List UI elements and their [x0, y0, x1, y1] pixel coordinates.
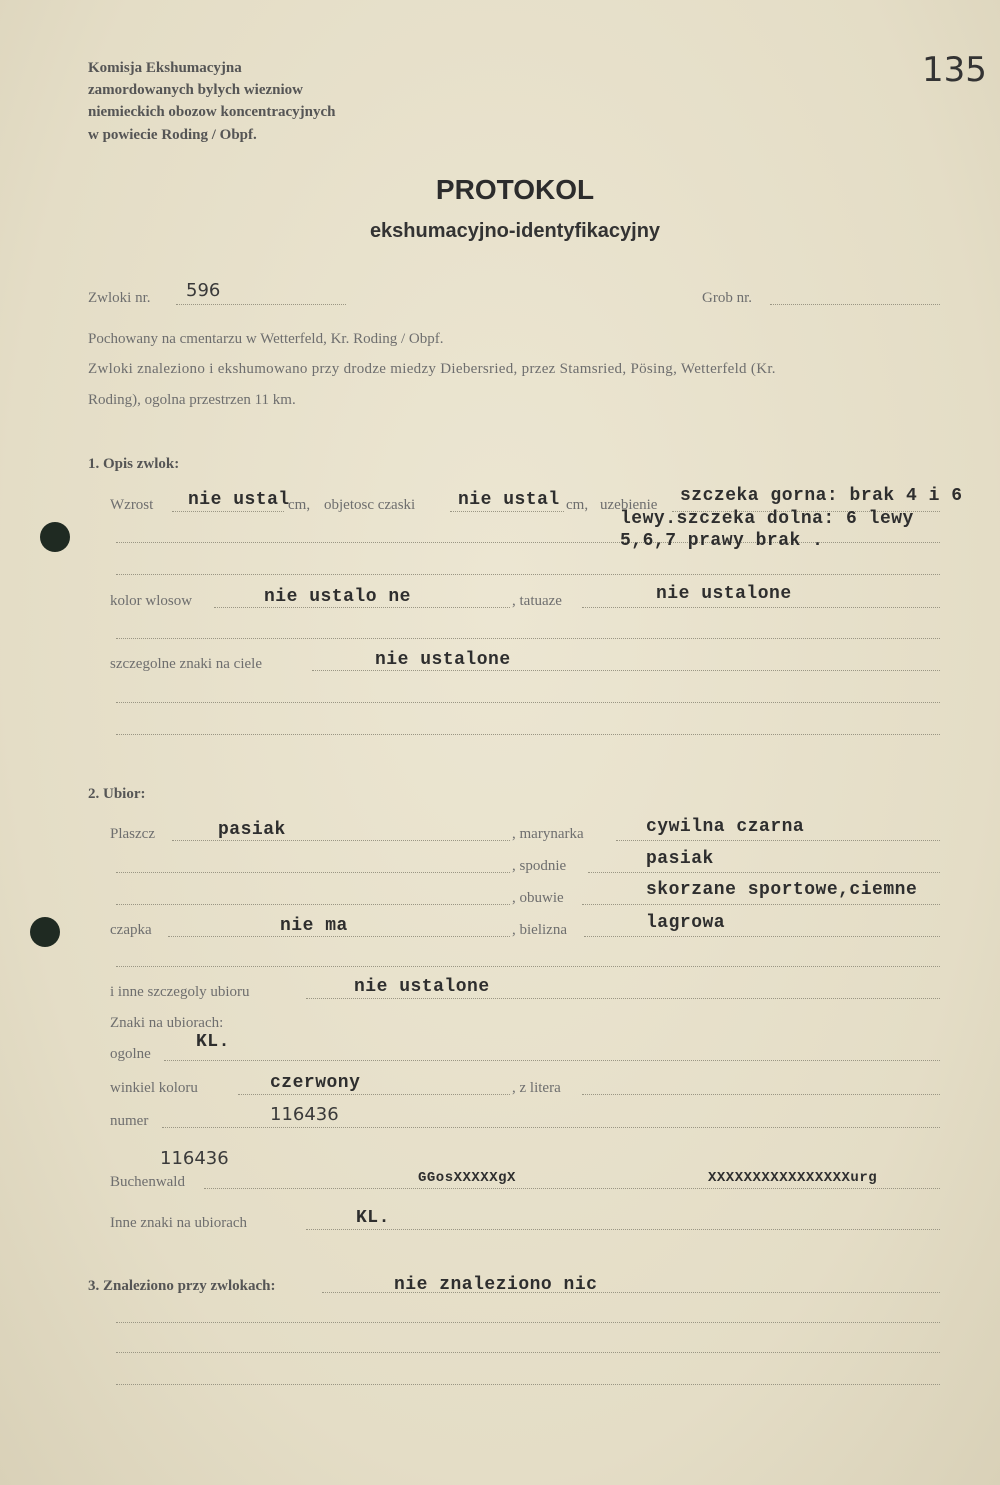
czapka-label: czapka [110, 922, 152, 938]
ogolne-label: ogolne [110, 1046, 151, 1062]
winkiel-value: czerwony [270, 1073, 361, 1093]
zwloki-label: Zwloki nr. [88, 290, 151, 306]
objetosc-label: objetosc czaski [324, 497, 416, 513]
section-3-value: nie znaleziono nic [394, 1275, 598, 1295]
crossed-out-camp-right: XXXXXXXXXXXXXXXXurg [708, 1170, 878, 1186]
section-3-heading: 3. Znaleziono przy zwlokach: [88, 1278, 276, 1294]
page-number: 135 [922, 50, 987, 90]
bielizna-label: , bielizna [512, 922, 567, 938]
buchenwald-number: 116436 [160, 1148, 229, 1169]
plaszcz-value: pasiak [218, 820, 286, 840]
spodnie-value: pasiak [646, 849, 714, 869]
zwloki-value: 596 [186, 280, 221, 301]
marynarka-value: cywilna czarna [646, 817, 805, 837]
document-subtitle: ekshumacyjno-identyfikacyjny [369, 220, 661, 242]
marynarka-label: , marynarka [512, 826, 584, 842]
punch-hole-top [40, 522, 70, 552]
inne-szczegoly-value: nie ustalone [354, 977, 490, 997]
section-1-heading: 1. Opis zwlok: [88, 456, 180, 472]
pochowany-text: Pochowany na cmentarzu w Wetterfeld, Kr. Roding / Obpf. [88, 331, 444, 347]
spodnie-label: , spodnie [512, 858, 567, 874]
cm-1: cm, [288, 497, 311, 513]
plaszcz-label: Plaszcz [110, 826, 155, 842]
czapka-value: nie ma [280, 916, 348, 936]
uzebienie-label: uzebienie [600, 497, 658, 513]
objetosc-value: nie ustal [458, 490, 560, 510]
tatuaze-label: , tatuaze [512, 593, 562, 609]
header-line-3: niemieckich obozow koncentracyjnych [88, 104, 336, 120]
crossed-out-camp: GGosXXXXXgX [418, 1170, 516, 1186]
cm-2: cm, [566, 497, 589, 513]
wzrost-label: Wzrost [110, 497, 154, 513]
header-line-4: w powiecie Roding / Obpf. [88, 127, 257, 143]
bielizna-value: lagrowa [646, 913, 726, 933]
header-line-2: zamordowanych bylych wiezniow [88, 82, 303, 98]
kolor-wlosow-label: kolor wlosow [110, 593, 193, 609]
uzebienie-line-2: lewy.szczeka dolna: 6 lewy [620, 509, 914, 529]
numer-value: 116436 [270, 1104, 339, 1125]
inne-szczegoly-label: i inne szczegoly ubioru [110, 984, 250, 1000]
numer-label: numer [110, 1113, 149, 1129]
obuwie-value: skorzane sportowe,ciemne [646, 880, 918, 900]
tatuaze-value: nie ustalone [656, 584, 792, 604]
obuwie-label: , obuwie [512, 890, 564, 906]
kolor-wlosow-value: nie ustalo ne [264, 587, 411, 607]
document-title: PROTOKOL [435, 174, 595, 205]
uzebienie-line-1: szczeka gorna: brak 4 i 6 [680, 486, 963, 506]
inne-znaki-value: KL. [356, 1208, 390, 1228]
wzrost-value: nie ustal [188, 490, 290, 510]
inne-znaki-label: Inne znaki na ubiorach [110, 1215, 248, 1231]
section-2-heading: 2. Ubior: [88, 786, 146, 802]
grob-label: Grob nr. [702, 290, 752, 306]
znaleziono-line-1: Zwloki znaleziono i ekshumowano przy drodze miedzy Diebersried, przez Stamsried, Pösing, Wetterfeld (Kr. [88, 361, 776, 377]
szczegolne-znaki-label: szczegolne znaki na ciele [110, 656, 262, 672]
znaki-na-ubiorach-label: Znaki na ubiorach: [110, 1015, 224, 1031]
znaleziono-line-2: Roding), ogolna przestrzen 11 km. [88, 392, 296, 408]
z-litera-label: , z litera [512, 1080, 561, 1096]
uzebienie-line-3: 5,6,7 prawy brak . [620, 531, 824, 551]
buchenwald-label: Buchenwald [110, 1174, 185, 1190]
ogolne-value: KL. [196, 1032, 230, 1052]
punch-hole-bottom [30, 917, 60, 947]
winkiel-label: winkiel koloru [110, 1080, 198, 1096]
header-line-1: Komisja Ekshumacyjna [88, 60, 242, 76]
szczegolne-znaki-value: nie ustalone [375, 650, 511, 670]
